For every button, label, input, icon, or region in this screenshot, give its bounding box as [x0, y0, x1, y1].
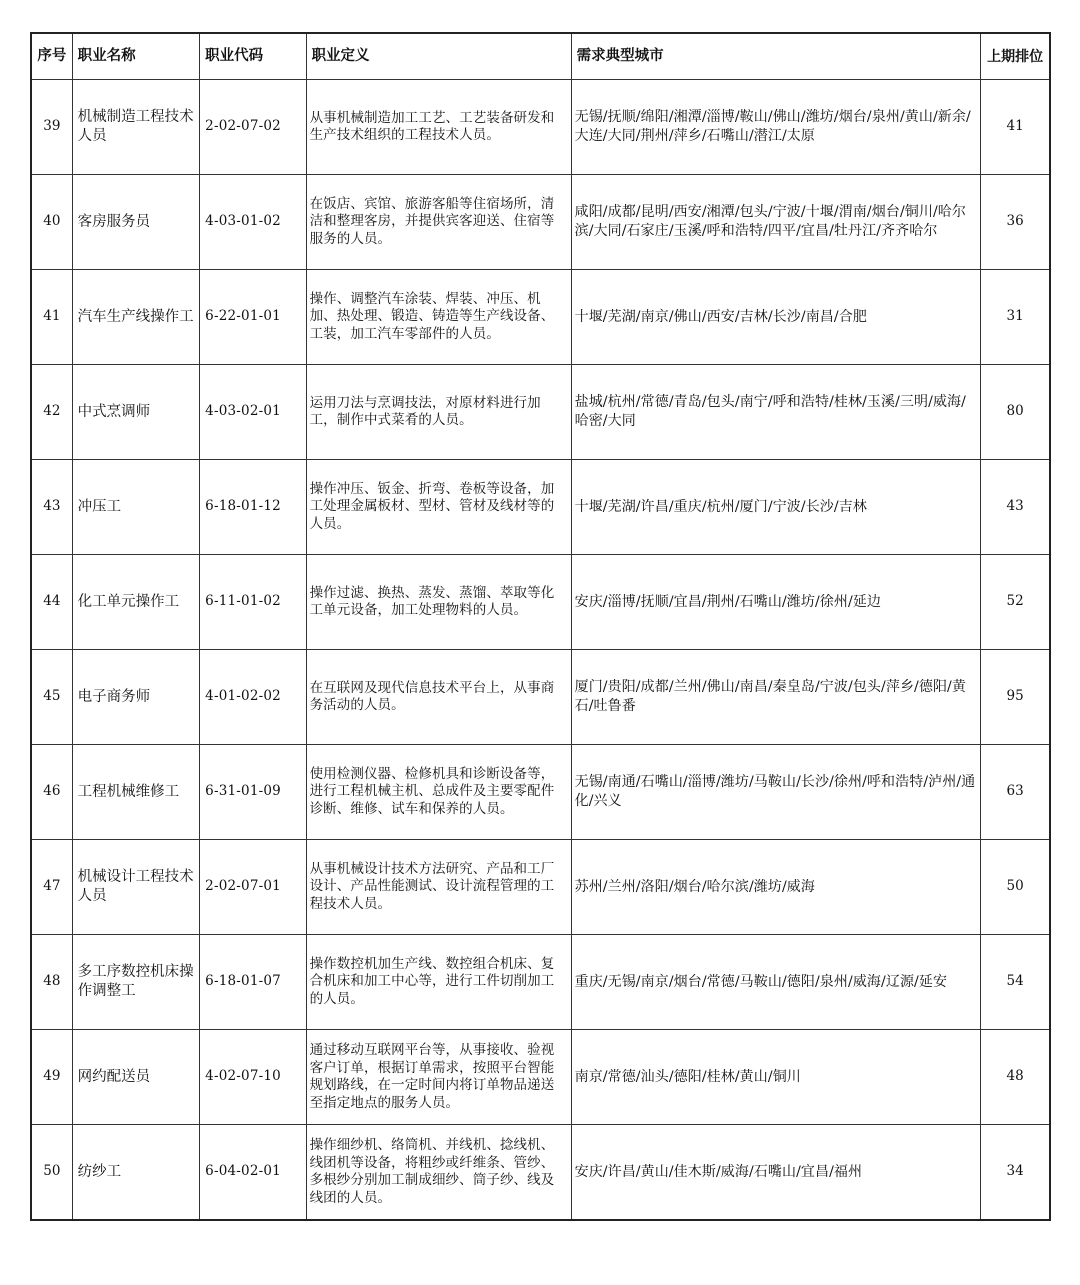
cell-name: 网约配送员	[72, 1030, 200, 1125]
cell-rank: 52	[981, 555, 1050, 650]
table-row	[31, 650, 1050, 745]
cell-no: 41	[31, 270, 72, 365]
table-row	[31, 745, 1050, 840]
cell-rank: 95	[981, 650, 1050, 745]
cell-definition: 从事机械制造加工工艺、工艺装备研发和生产技术组织的工程技术人员。	[306, 80, 571, 175]
cell-cities: 咸阳/成都/昆明/西安/湘潭/包头/宁波/十堰/渭南/烟台/铜川/哈尔滨/大同/石家庄/玉溪/呼和浩特/四平/宜昌/牡丹江/齐齐哈尔	[571, 175, 981, 270]
table-row	[31, 840, 1050, 935]
cell-name: 冲压工	[72, 460, 200, 555]
cell-no: 39	[31, 80, 72, 175]
occupation-demand-table	[30, 32, 1051, 1221]
cell-name: 工程机械维修工	[72, 745, 200, 840]
occupation-table-wrapper	[30, 32, 1051, 1221]
cell-definition: 操作、调整汽车涂装、焊装、冲压、机加、热处理、锻造、铸造等生产线设备、工装，加工汽车零部件的人员。	[306, 270, 571, 365]
cell-no: 46	[31, 745, 72, 840]
cell-code: 4-02-07-10	[200, 1030, 306, 1125]
cell-rank: 80	[981, 365, 1050, 460]
cell-cities: 十堰/芜湖/南京/佛山/西安/吉林/长沙/南昌/合肥	[571, 270, 981, 365]
table-row	[31, 365, 1050, 460]
table-row	[31, 935, 1050, 1030]
cell-no: 40	[31, 175, 72, 270]
cell-name: 纺纱工	[72, 1125, 200, 1221]
cell-no: 42	[31, 365, 72, 460]
cell-code: 4-03-02-01	[200, 365, 306, 460]
cell-name: 客房服务员	[72, 175, 200, 270]
cell-cities: 无锡/南通/石嘴山/淄博/潍坊/马鞍山/长沙/徐州/呼和浩特/泸州/通化/兴义	[571, 745, 981, 840]
cell-no: 50	[31, 1125, 72, 1221]
cell-rank: 50	[981, 840, 1050, 935]
cell-code: 6-18-01-12	[200, 460, 306, 555]
table-row	[31, 555, 1050, 650]
cell-definition: 在互联网及现代信息技术平台上，从事商务活动的人员。	[306, 650, 571, 745]
cell-definition: 运用刀法与烹调技法，对原材料进行加工，制作中式菜肴的人员。	[306, 365, 571, 460]
cell-cities: 十堰/芜湖/许昌/重庆/杭州/厦门/宁波/长沙/吉林	[571, 460, 981, 555]
cell-cities: 安庆/许昌/黄山/佳木斯/威海/石嘴山/宜昌/福州	[571, 1125, 981, 1221]
cell-name: 多工序数控机床操作调整工	[72, 935, 200, 1030]
cell-code: 6-04-02-01	[200, 1125, 306, 1221]
cell-code: 6-22-01-01	[200, 270, 306, 365]
cell-name: 机械制造工程技术人员	[72, 80, 200, 175]
cell-name: 电子商务师	[72, 650, 200, 745]
table-row	[31, 175, 1050, 270]
cell-code: 6-18-01-07	[200, 935, 306, 1030]
cell-cities: 南京/常德/汕头/德阳/桂林/黄山/铜川	[571, 1030, 981, 1125]
cell-rank: 41	[981, 80, 1050, 175]
cell-rank: 48	[981, 1030, 1050, 1125]
header-no: 序号	[31, 33, 72, 80]
cell-code: 4-01-02-02	[200, 650, 306, 745]
cell-definition: 操作过滤、换热、蒸发、蒸馏、萃取等化工单元设备，加工处理物料的人员。	[306, 555, 571, 650]
cell-definition: 操作数控机加生产线、数控组合机床、复合机床和加工中心等，进行工件切削加工的人员。	[306, 935, 571, 1030]
cell-rank: 43	[981, 460, 1050, 555]
cell-cities: 苏州/兰州/洛阳/烟台/哈尔滨/潍坊/威海	[571, 840, 981, 935]
header-rank: 上期排位	[981, 33, 1050, 80]
cell-name: 汽车生产线操作工	[72, 270, 200, 365]
cell-no: 47	[31, 840, 72, 935]
cell-definition: 从事机械设计技术方法研究、产品和工厂设计、产品性能测试、设计流程管理的工程技术人员。	[306, 840, 571, 935]
cell-rank: 34	[981, 1125, 1050, 1221]
table-row	[31, 80, 1050, 175]
cell-definition: 在饭店、宾馆、旅游客船等住宿场所，清洁和整理客房，并提供宾客迎送、住宿等服务的人员。	[306, 175, 571, 270]
cell-code: 2-02-07-02	[200, 80, 306, 175]
cell-rank: 31	[981, 270, 1050, 365]
cell-rank: 36	[981, 175, 1050, 270]
cell-no: 45	[31, 650, 72, 745]
cell-definition: 使用检测仪器、检修机具和诊断设备等，进行工程机械主机、总成件及主要零配件诊断、维修、试车和保养的人员。	[306, 745, 571, 840]
table-body	[31, 80, 1050, 1221]
cell-no: 44	[31, 555, 72, 650]
header-name: 职业名称	[72, 33, 200, 80]
table-header-row	[31, 33, 1050, 80]
cell-cities: 重庆/无锡/南京/烟台/常德/马鞍山/德阳/泉州/威海/辽源/延安	[571, 935, 981, 1030]
table-row	[31, 1125, 1050, 1221]
header-code: 职业代码	[200, 33, 306, 80]
cell-cities: 厦门/贵阳/成都/兰州/佛山/南昌/秦皇岛/宁波/包头/萍乡/德阳/黄石/吐鲁番	[571, 650, 981, 745]
cell-cities: 无锡/抚顺/绵阳/湘潭/淄博/鞍山/佛山/潍坊/烟台/泉州/黄山/新余/大连/大同/荆州/萍乡/石嘴山/潜江/太原	[571, 80, 981, 175]
cell-name: 机械设计工程技术人员	[72, 840, 200, 935]
cell-no: 43	[31, 460, 72, 555]
cell-rank: 54	[981, 935, 1050, 1030]
cell-code: 6-11-01-02	[200, 555, 306, 650]
cell-no: 48	[31, 935, 72, 1030]
cell-code: 2-02-07-01	[200, 840, 306, 935]
cell-definition: 操作冲压、钣金、折弯、卷板等设备，加工处理金属板材、型材、管材及线材等的人员。	[306, 460, 571, 555]
table-row	[31, 460, 1050, 555]
cell-code: 6-31-01-09	[200, 745, 306, 840]
cell-definition: 操作细纱机、络筒机、并线机、捻线机、线团机等设备，将粗纱或纤维条、管纱、多根纱分别加工制成细纱、筒子纱、线及线团的人员。	[306, 1125, 571, 1221]
cell-cities: 盐城/杭州/常德/青岛/包头/南宁/呼和浩特/桂林/玉溪/三明/威海/哈密/大同	[571, 365, 981, 460]
cell-cities: 安庆/淄博/抚顺/宜昌/荆州/石嘴山/潍坊/徐州/延边	[571, 555, 981, 650]
table-row	[31, 270, 1050, 365]
table-row	[31, 1030, 1050, 1125]
header-cities: 需求典型城市	[571, 33, 981, 80]
cell-rank: 63	[981, 745, 1050, 840]
cell-name: 中式烹调师	[72, 365, 200, 460]
cell-code: 4-03-01-02	[200, 175, 306, 270]
cell-name: 化工单元操作工	[72, 555, 200, 650]
cell-no: 49	[31, 1030, 72, 1125]
cell-definition: 通过移动互联网平台等，从事接收、验视客户订单，根据订单需求，按照平台智能规划路线，在一定时间内将订单物品递送至指定地点的服务人员。	[306, 1030, 571, 1125]
header-definition: 职业定义	[306, 33, 571, 80]
